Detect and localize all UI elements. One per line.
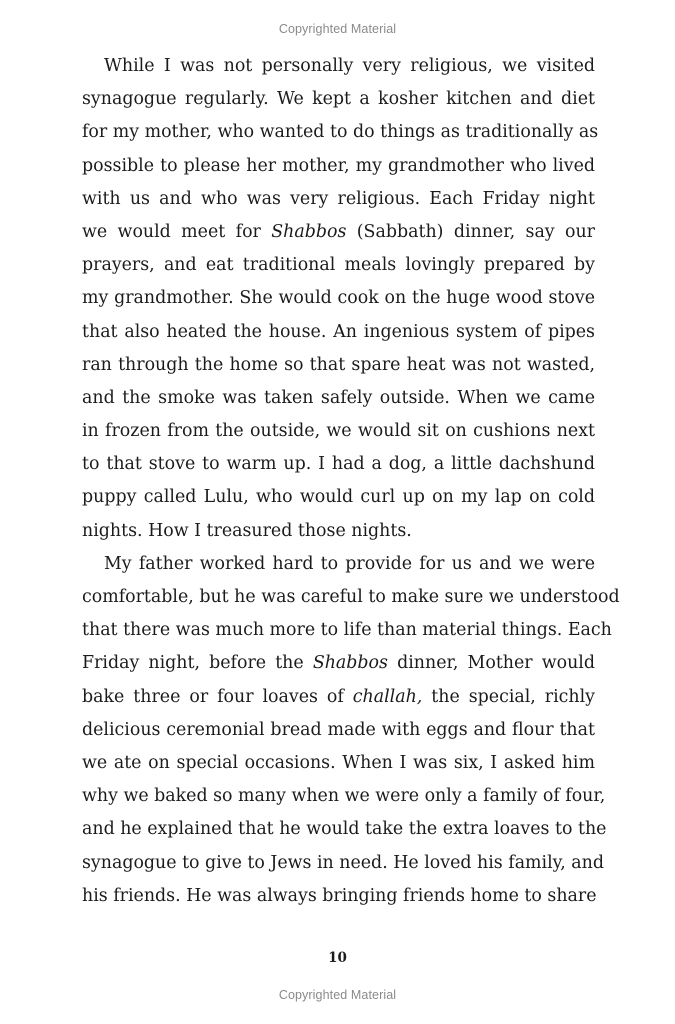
text-run: we ate on special occasions. When I was six, I asked him: [82, 752, 595, 773]
text-run: his friends. He was always bringing friends home to share: [82, 885, 597, 906]
text-line: [82, 249, 595, 282]
text-line: [82, 481, 595, 514]
paragraph: [82, 50, 599, 548]
text-run: bake three or four loaves of: [82, 686, 353, 707]
text-line: [82, 183, 595, 216]
text-line: [82, 415, 595, 448]
text-run: why we baked so many when we were only a family of four,: [82, 786, 606, 807]
text-line: [82, 581, 620, 614]
text-run: for my mother, who wanted to do things as traditionally as: [82, 122, 599, 143]
text-line: [82, 83, 595, 116]
text-run: that also heated the house. An ingenious system of pipes: [82, 321, 595, 342]
text-line: [82, 847, 604, 880]
text-line: [82, 714, 595, 747]
text-run: While I was not personally very religious, we visited: [104, 56, 595, 76]
text-line: [82, 813, 607, 846]
paragraph: [82, 548, 620, 913]
text-run: Friday night, before the: [82, 653, 313, 674]
text-run: nights. How I treasured those nights.: [82, 520, 412, 541]
text-line: [82, 116, 599, 149]
text-line: [82, 282, 595, 315]
text-line: [82, 548, 595, 581]
text-line: [82, 50, 595, 83]
text-run: puppy called Lulu, who would curl up on my lap on cold: [82, 487, 595, 508]
body-text: [82, 50, 620, 913]
text-line: [82, 382, 595, 415]
text-line: [82, 150, 595, 183]
text-line: [82, 349, 595, 382]
text-run: possible to please her mother, my grandmother who lived: [82, 155, 595, 176]
text-run: with us and who was very religious. Each Friday night: [82, 188, 595, 209]
text-line: [82, 316, 595, 349]
italic-term: Shabbos: [312, 653, 388, 674]
text-run: the special, richly: [422, 686, 596, 707]
text-run: dinner, Mother would: [387, 653, 595, 674]
text-line: [82, 780, 606, 813]
text-run: delicious ceremonial bread made with eggs and flour that: [82, 719, 595, 740]
text-run: ran through the home so that spare heat was not wasted,: [82, 354, 595, 375]
text-run: my grandmother. She would cook on the huge wood stove: [82, 288, 595, 309]
text-run: that there was much more to life than material things. Each: [82, 620, 612, 641]
text-run: in frozen from the outside, we would sit on cushions next: [82, 421, 595, 442]
text-line: [82, 515, 595, 548]
text-line: [82, 448, 595, 481]
text-line: [82, 614, 612, 647]
copyright-watermark-top: Copyrighted Material: [278, 22, 397, 36]
copyright-watermark-bottom: Copyrighted Material: [278, 988, 397, 1002]
text-line: [82, 681, 595, 714]
text-run: comfortable, but he was careful to make sure we understood: [82, 587, 620, 607]
text-run: prayers, and eat traditional meals lovingly prepared by: [82, 255, 595, 276]
text-line: [82, 747, 595, 780]
text-run: My father worked hard to provide for us and we were: [104, 553, 595, 574]
text-line: [82, 880, 595, 913]
text-run: synagogue to give to Jews in need. He loved his family, and: [82, 852, 604, 873]
italic-term: challah,: [352, 686, 423, 707]
text-run: to that stove to warm up. I had a dog, a little dachshund: [82, 454, 595, 475]
text-run: and he explained that he would take the extra loaves to the: [82, 819, 607, 840]
text-run: (Sabbath) dinner, say our: [346, 221, 595, 242]
text-line: [82, 216, 595, 249]
text-run: and the smoke was taken safely outside. When we came: [82, 387, 595, 408]
italic-term: Shabbos: [271, 221, 347, 242]
text-run: we would meet for: [82, 221, 272, 242]
page-number: 10: [328, 950, 347, 966]
text-run: synagogue regularly. We kept a kosher kitchen and diet: [82, 89, 595, 110]
text-line: [82, 647, 595, 680]
